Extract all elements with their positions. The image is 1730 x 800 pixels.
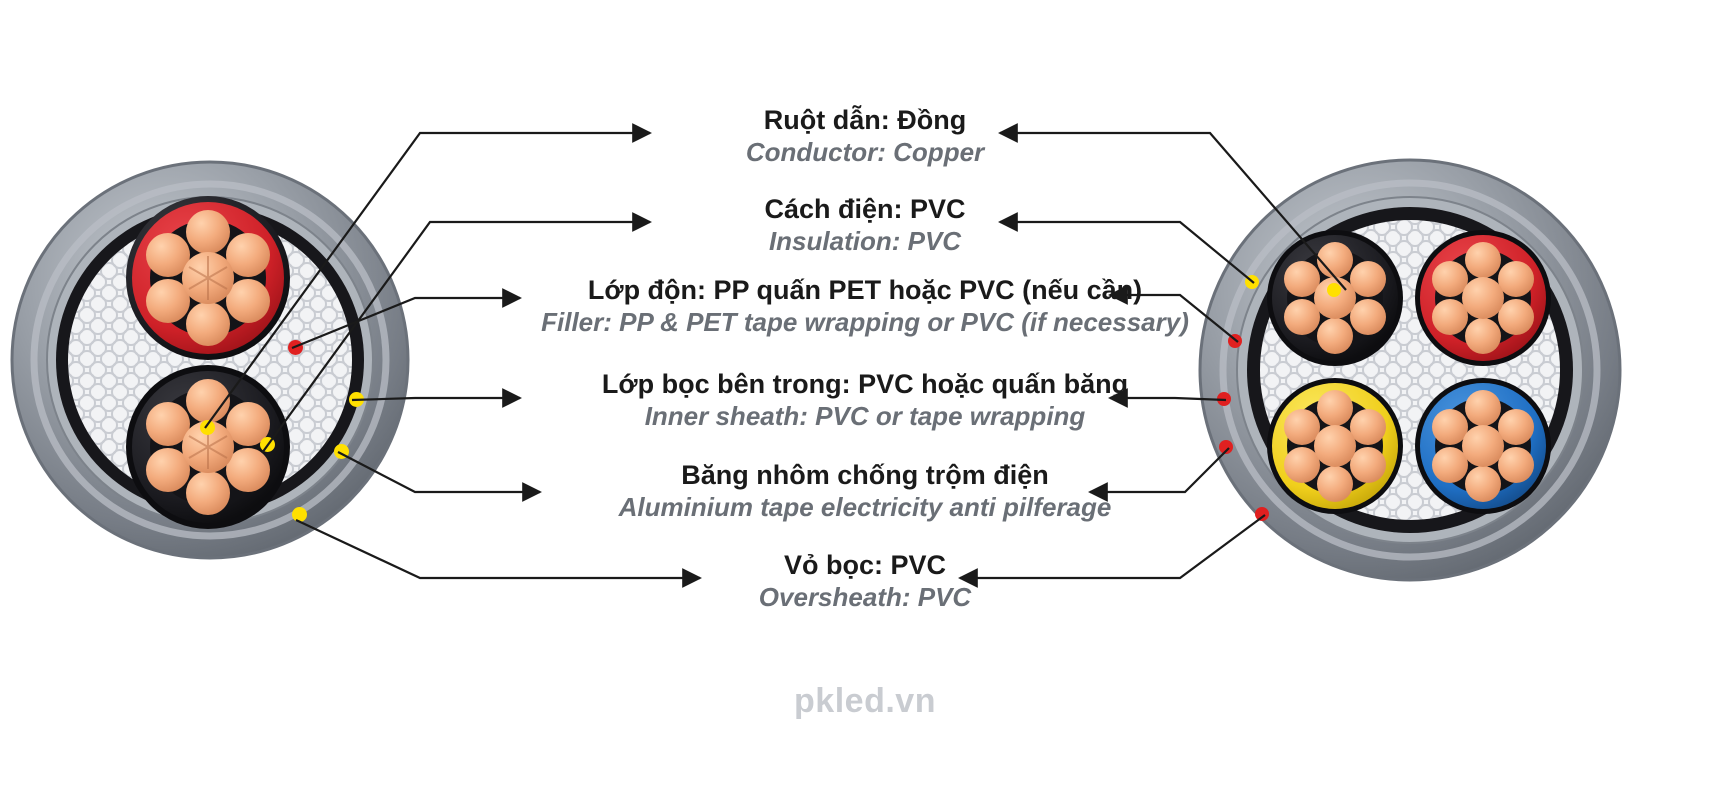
label-insulation-en: Insulation: PVC (768, 225, 962, 256)
label-conductor (485, 105, 1245, 168)
marker-oversheath-left (292, 507, 307, 522)
label-oversheath-vi: Vỏ bọc: PVC (783, 550, 946, 580)
right-cable-svg (1195, 150, 1625, 590)
label-aluminium-tape (485, 460, 1245, 523)
label-inner-sheath-vi: Lớp bọc bên trong: PVC hoặc quấn băng (601, 369, 1129, 399)
left-cable-svg (10, 150, 410, 570)
label-insulation-vi: Cách điện: PVC (764, 194, 966, 224)
label-inner-sheath-en: Inner sheath: PVC or tape wrapping (644, 400, 1086, 431)
left-cable-cross-section (10, 150, 410, 570)
marker-oversheath-right (1255, 507, 1269, 521)
label-oversheath-en: Oversheath: PVC (758, 581, 972, 612)
marker-conductor-left (200, 420, 215, 435)
core-red-r (1415, 230, 1551, 366)
label-aluminium-tape-en: Aluminium tape electricity anti pilferage (618, 491, 1112, 522)
label-insulation (485, 194, 1245, 257)
watermark: pkled.vn (794, 682, 936, 720)
label-filler (485, 275, 1245, 338)
core-black-r (1267, 230, 1403, 366)
label-conductor-en: Conductor: Copper (745, 136, 985, 167)
label-inner-sheath (485, 369, 1245, 432)
marker-inner-sheath-left (349, 392, 364, 407)
core-red (126, 196, 290, 360)
marker-insulation-left (260, 437, 275, 452)
label-filler-en: Filler: PP & PET tape wrapping or PVC (if necessary) (541, 306, 1189, 337)
marker-aluminium-tape-right (1219, 440, 1233, 454)
label-aluminium-tape-vi: Băng nhôm chống trộm điện (681, 460, 1049, 490)
core-blue-r (1415, 378, 1551, 514)
marker-insulation-right (1245, 275, 1259, 289)
right-cable-cross-section (1195, 150, 1625, 590)
label-filler-vi: Lớp độn: PP quấn PET hoặc PVC (nếu cần) (587, 275, 1143, 305)
marker-filler-left (288, 340, 303, 355)
marker-aluminium-tape-left (334, 444, 349, 459)
label-conductor-vi: Ruột dẫn: Đồng (763, 105, 967, 135)
marker-conductor-right (1327, 283, 1341, 297)
label-oversheath (485, 550, 1245, 613)
core-yellow-r (1267, 378, 1403, 514)
